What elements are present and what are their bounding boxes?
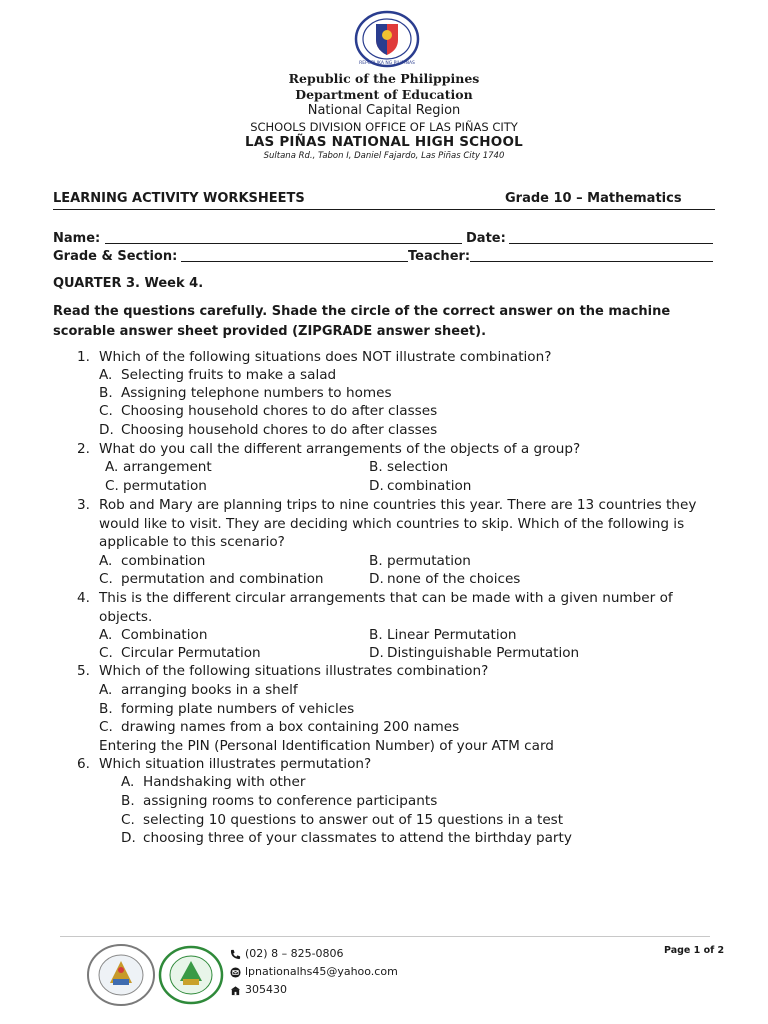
q5-choice-d: Entering the PIN (Personal Identification Number) of your ATM card: [99, 738, 554, 754]
q3-number: 3.: [77, 497, 90, 513]
q6-choice-c: selecting 10 questions to answer out of 15 questions in a test: [143, 812, 564, 828]
region-line: National Capital Region: [307, 103, 461, 118]
q1-letter-b: B.: [99, 385, 113, 401]
title-divider: [53, 209, 715, 210]
q6-letter-b: B.: [121, 793, 135, 809]
email-address: lpnationalhs45@yahoo.com: [245, 965, 398, 978]
q6-text: Which situation illustrates permutation?: [99, 756, 372, 772]
q3-letter-a: A.: [99, 553, 113, 569]
q2-letter-a: A.: [105, 459, 119, 475]
school-address: Sultana Rd., Tabon I, Daniel Fajardo, Las Piñas City 1740: [263, 151, 505, 161]
quarter-label: QUARTER 3. Week 4.: [53, 276, 204, 291]
school-name: LAS PIÑAS NATIONAL HIGH SCHOOL: [245, 134, 523, 150]
q2-text: What do you call the different arrangements of the objects of a group?: [99, 441, 581, 457]
q1-choice-b: Assigning telephone numbers to homes: [121, 385, 392, 401]
teacher-label: Teacher:: [408, 249, 471, 264]
q4-letter-b: B.: [369, 627, 383, 643]
q5-text: Which of the following situations illustrates combination?: [99, 663, 489, 679]
q5-letter-c: C.: [99, 719, 113, 735]
q1-choice-c: Choosing household chores to do after classes: [121, 403, 438, 419]
q6-number: 6.: [77, 756, 90, 772]
q6-choice-d: choosing three of your classmates to attend the birthday party: [143, 830, 572, 846]
q4-letter-d: D.: [369, 645, 384, 661]
q6-choice-a: Handshaking with other: [143, 774, 306, 790]
q4-choice-c: Circular Permutation: [121, 645, 261, 661]
name-field[interactable]: [105, 232, 462, 244]
q2-choice-a: arrangement: [123, 459, 212, 475]
q2-letter-b: B.: [369, 459, 383, 475]
q5-choice-c: drawing names from a box containing 200 names: [121, 719, 460, 735]
q3-choice-b: permutation: [387, 553, 471, 569]
q3-choice-d: none of the choices: [387, 571, 521, 587]
q2-choice-d: combination: [387, 478, 472, 494]
q6-letter-c: C.: [121, 812, 135, 828]
q1-letter-d: D.: [99, 422, 114, 438]
q6-letter-a: A.: [121, 774, 135, 790]
q6-letter-d: D.: [121, 830, 136, 846]
q5-letter-a: A.: [99, 682, 113, 698]
deped-seal: [354, 10, 420, 68]
footer-school-id-row: [230, 983, 287, 996]
phone-number: (02) 8 – 825-0806: [245, 947, 344, 960]
q3-letter-c: C.: [99, 571, 113, 587]
email-icon: [230, 967, 241, 978]
q4-text: This is the different circular arrangements that can be made with a given number of objects.: [99, 590, 673, 625]
name-label: Name:: [53, 231, 101, 246]
q4-letter-c: C.: [99, 645, 113, 661]
worksheet-title: LEARNING ACTIVITY WORKSHEETS: [53, 191, 305, 206]
q4-choice-a: Combination: [121, 627, 208, 643]
q3-letter-b: B.: [369, 553, 383, 569]
q4-choice-b: Linear Permutation: [387, 627, 517, 643]
division-logo: [86, 943, 156, 1007]
footer-email-row: [230, 965, 398, 978]
q5-letter-b: B.: [99, 701, 113, 717]
page-number: Page 1 of 2: [664, 945, 725, 956]
q4-choice-d: Distinguishable Permutation: [387, 645, 580, 661]
footer-phone-row: [230, 947, 344, 960]
q1-letter-a: A.: [99, 367, 113, 383]
division-line: SCHOOLS DIVISION OFFICE OF LAS PIÑAS CITY: [250, 120, 518, 134]
footer-divider: [60, 936, 710, 937]
q3-letter-d: D.: [369, 571, 384, 587]
teacher-field[interactable]: [470, 250, 713, 262]
q2-choice-c: permutation: [123, 478, 207, 494]
q5-choice-a: arranging books in a shelf: [121, 682, 298, 698]
school-logo: [158, 945, 224, 1005]
q1-text: Which of the following situations does NOT illustrate combination?: [99, 349, 552, 365]
q1-number: 1.: [77, 349, 90, 365]
school-building-icon: [230, 985, 241, 996]
instructions: Read the questions carefully. Shade the circle of the correct answer on the machine scorable answer sheet provided (ZIPGRADE answer sheet).: [53, 304, 671, 339]
q5-number: 5.: [77, 663, 90, 679]
school-id: 305430: [245, 983, 287, 996]
q1-letter-c: C.: [99, 403, 113, 419]
date-field[interactable]: [509, 232, 713, 244]
q1-choice-d: Choosing household chores to do after classes: [121, 422, 438, 438]
q4-number: 4.: [77, 590, 90, 606]
q3-choice-c: permutation and combination: [121, 571, 324, 587]
q2-number: 2.: [77, 441, 90, 457]
department-line: Department of Education: [295, 87, 473, 102]
q2-letter-d: D.: [369, 478, 384, 494]
q2-choice-b: selection: [387, 459, 449, 475]
date-label: Date:: [466, 231, 506, 246]
q3-choice-a: combination: [121, 553, 206, 569]
q2-letter-c: C.: [105, 478, 119, 494]
grade-section-field[interactable]: [181, 250, 408, 262]
q5-choice-b: forming plate numbers of vehicles: [121, 701, 355, 717]
q6-choice-b: assigning rooms to conference participants: [143, 793, 438, 809]
grade-subject: Grade 10 – Mathematics: [505, 191, 682, 206]
q1-choice-a: Selecting fruits to make a salad: [121, 367, 337, 383]
q3-text: Rob and Mary are planning trips to nine countries this year. There are 13 countries they would like to visit. They are deciding which countries to skip. Which of the following is applicable to this scenario?: [99, 497, 697, 550]
republic-line: Republic of the Philippines: [288, 71, 480, 86]
q4-letter-a: A.: [99, 627, 113, 643]
phone-icon: [230, 949, 241, 960]
svg-text:REPUBLIKA NG PILIPINAS: REPUBLIKA NG PILIPINAS: [359, 61, 415, 66]
grade-section-label: Grade & Section:: [53, 249, 178, 264]
